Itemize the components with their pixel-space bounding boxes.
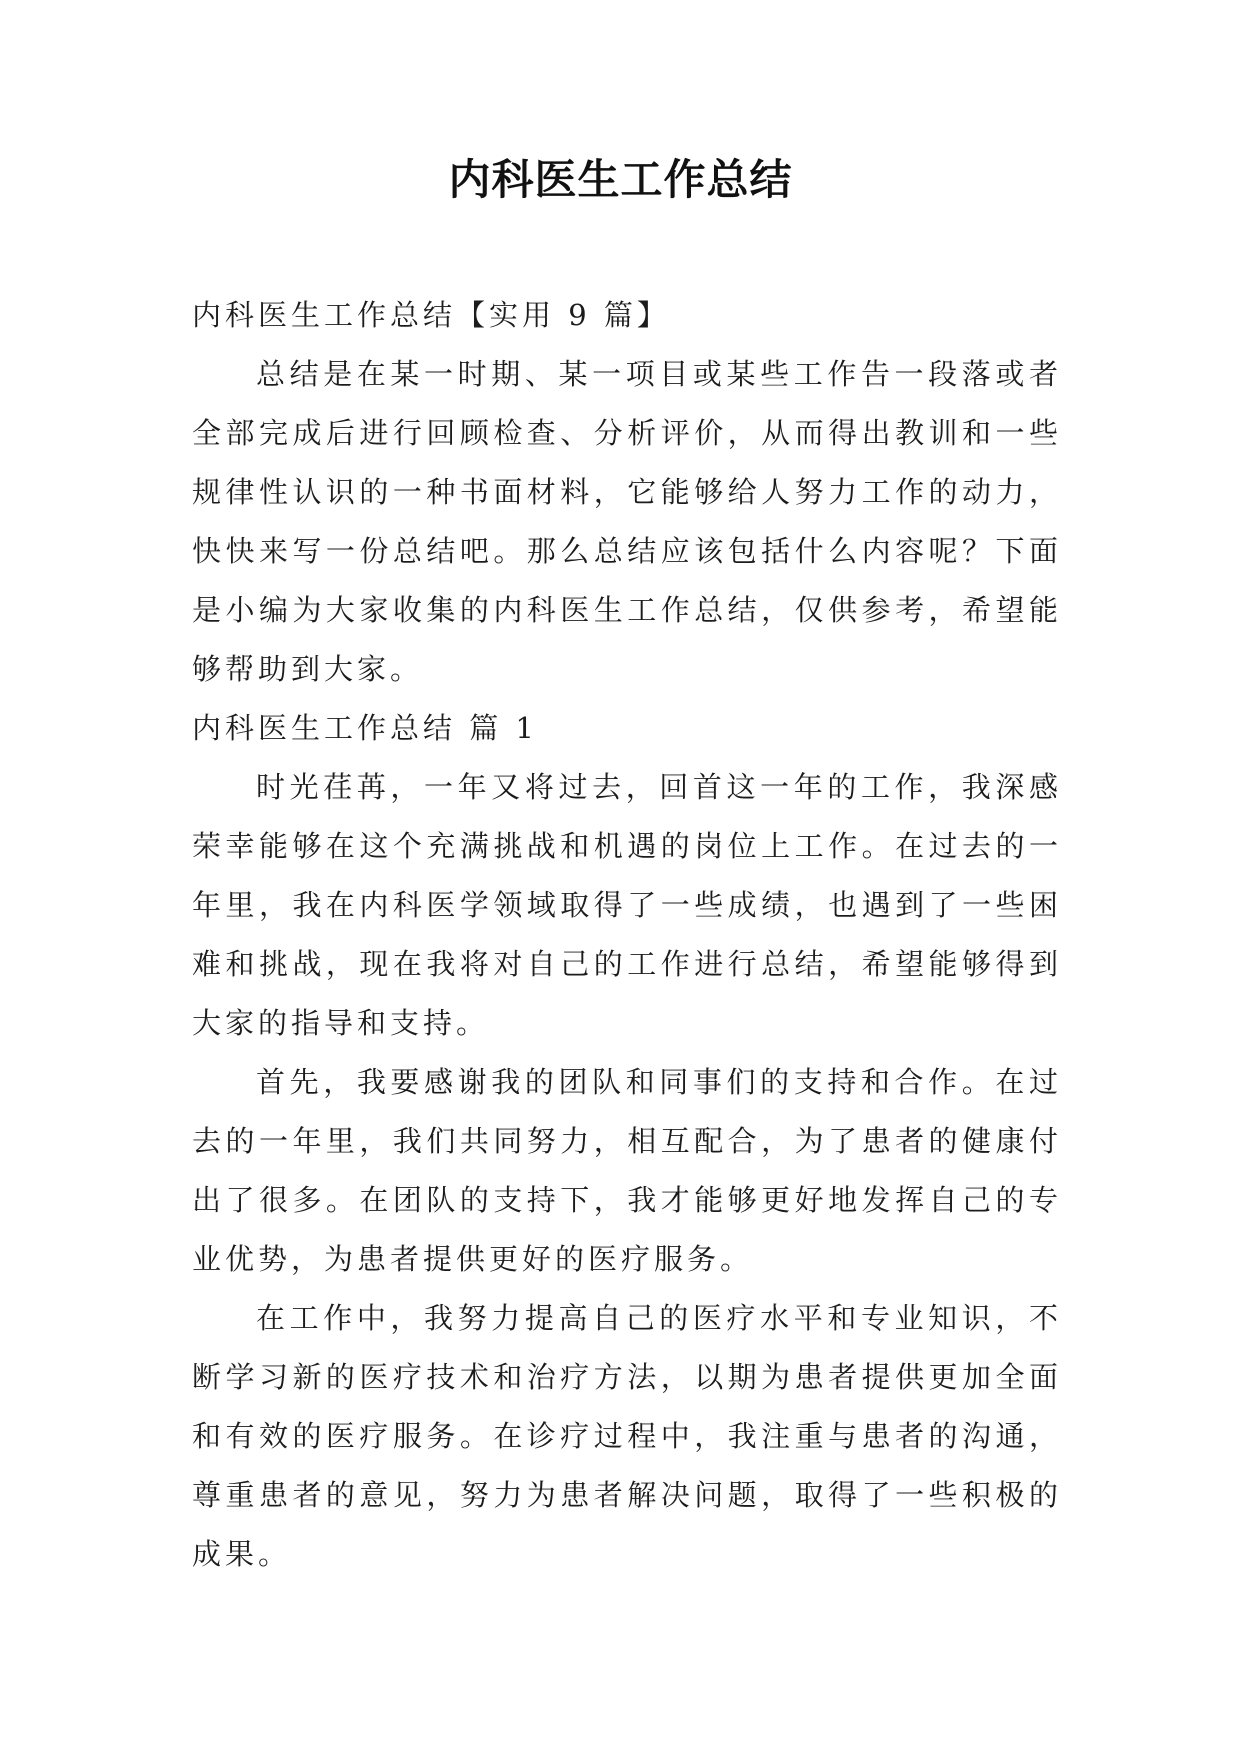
section-heading: 内科医生工作总结 篇 1 (192, 711, 538, 745)
intro-paragraph: 总结是在某一时期、某一项目或某些工作告一段落或者全部完成后进行回顾检查、分析评价，从而得出教训和一些规律性认识的一种书面材料，它能够给人努力工作的动力，快快来写一份总结吧。那么总结应该包括什么内容呢？下面是小编为大家收集的内科医生工作总结，仅供参考，希望能够帮助到大家。 (192, 357, 1062, 686)
document-subtitle: 内科医生工作总结【实用 9 篇】 (192, 298, 670, 332)
body-paragraph: 首先，我要感谢我的团队和同事们的支持和合作。在过去的一年里，我们共同努力，相互配合，为了患者的健康付出了很多。在团队的支持下，我才能够更好地发挥自己的专业优势，为患者提供更好的医疗服务。 (192, 1065, 1062, 1276)
document-title: 内科医生工作总结 (448, 155, 793, 204)
body-paragraph: 在工作中，我努力提高自己的医疗水平和专业知识，不断学习新的医疗技术和治疗方法，以期为患者提供更加全面和有效的医疗服务。在诊疗过程中，我注重与患者的沟通，尊重患者的意见，努力为患者解决问题，取得了一些积极的成果。 (192, 1301, 1062, 1571)
body-paragraph: 时光荏苒，一年又将过去，回首这一年的工作，我深感荣幸能够在这个充满挑战和机遇的岗位上工作。在过去的一年里，我在内科医学领域取得了一些成绩，也遇到了一些困难和挑战，现在我将对自己的工作进行总结，希望能够得到大家的指导和支持。 (192, 770, 1062, 1040)
document-body (192, 286, 1062, 1584)
